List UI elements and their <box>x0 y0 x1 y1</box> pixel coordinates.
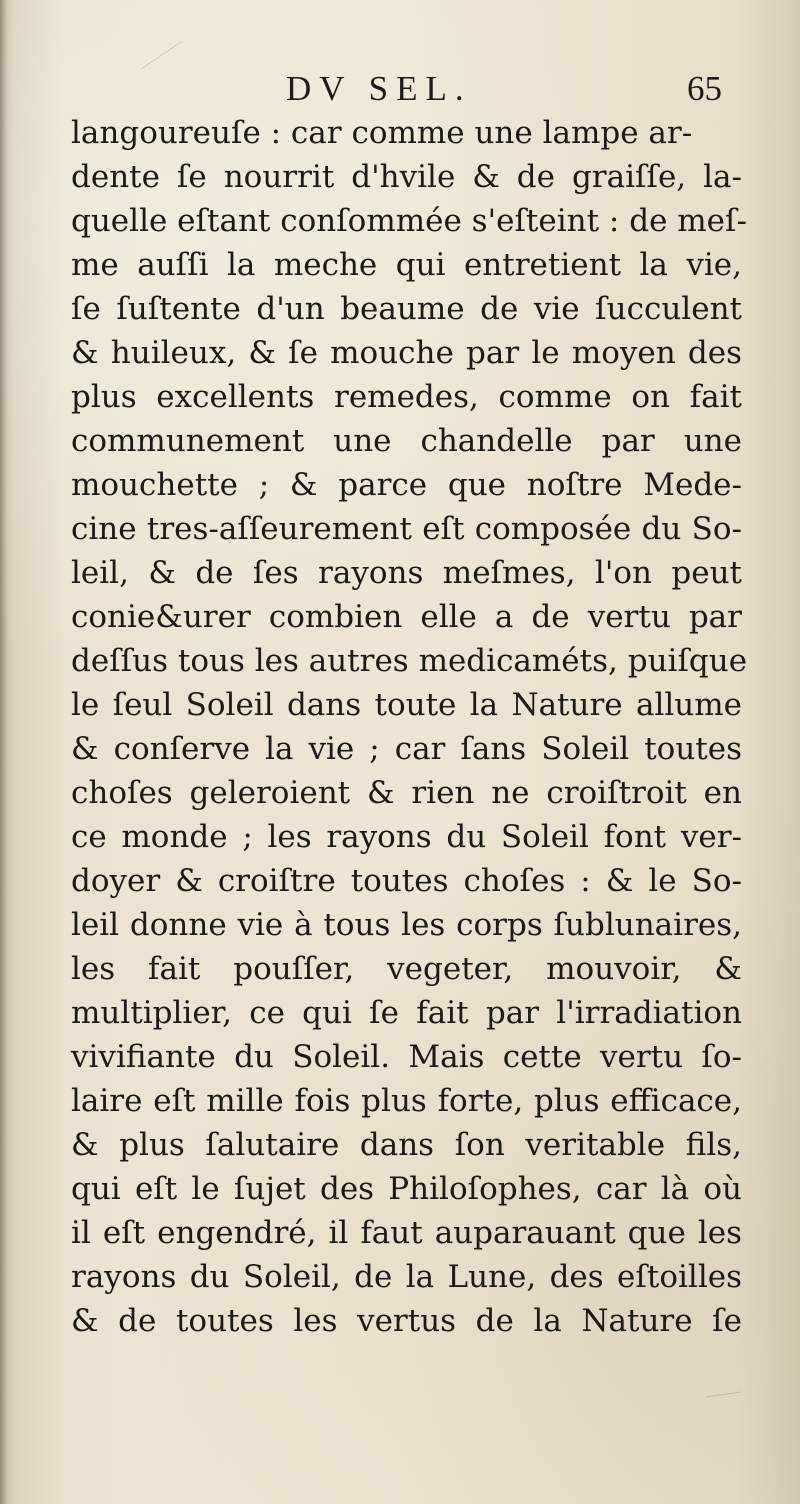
text-line: laire eſt mille fois plus forte, plus efficace, <box>71 1083 742 1119</box>
text-line: & conſerve la vie ; car ſans Soleil toutes <box>71 731 742 767</box>
text-line: ſe ſuſtente d'un beaume de vie ſucculent <box>71 291 742 327</box>
text-line: dente ſe nourrit d'hvile & de graiſſe, la- <box>71 159 742 195</box>
text-line: quelle eſtant conſommée s'eſteint : de meſ- <box>71 203 747 239</box>
text-line: il eſt engendré, il faut auparauant que les <box>71 1215 742 1251</box>
text-line: vivifiante du Soleil. Mais cette vertu ſo- <box>71 1039 742 1075</box>
text-line: ce monde ; les rayons du Soleil font ver- <box>71 819 742 855</box>
text-line: conie&urer combien elle a de vertu par <box>71 599 742 635</box>
text-line: me auſſi la meche qui entretient la vie, <box>71 247 742 283</box>
text-line: le ſeul Soleil dans toute la Nature allume <box>71 687 742 723</box>
text-line: leil, & de ſes rayons meſmes, l'on peut <box>71 555 742 591</box>
text-line: & de toutes les vertus de la Nature ſe <box>71 1303 742 1339</box>
page-header <box>0 64 800 114</box>
text-line: choſes geleroient & rien ne croiſtroit en <box>71 775 742 811</box>
running-title: DV SEL. <box>286 69 472 108</box>
text-line: communement une chandelle par une <box>71 423 742 459</box>
text-line: langoureuſe : car comme une lampe ar- <box>71 115 693 151</box>
text-line: cine tres-aſſeurement eſt composée du So- <box>71 511 742 547</box>
text-line: deſſus tous les autres medicaméts, puiſque <box>71 643 748 679</box>
text-line: multiplier, ce qui ſe fait par l'irradiation <box>71 995 742 1031</box>
text-line: les fait pouſſer, vegeter, mouvoir, & <box>71 951 742 987</box>
text-line: mouchette ; & parce que noſtre Mede- <box>71 467 742 503</box>
text-line: plus excellents remedes, comme on fait <box>71 379 742 415</box>
text-line: & plus ſalutaire dans ſon veritable fils, <box>71 1127 742 1163</box>
text-line: & huileux, & ſe mouche par le moyen des <box>71 335 742 371</box>
text-line: leil donne vie à tous les corps ſublunaires, <box>71 907 742 943</box>
text-line: rayons du Soleil, de la Lune, des eſtoilles <box>71 1259 742 1295</box>
text-line: qui eſt le ſujet des Philoſophes, car là où <box>71 1171 742 1207</box>
text-line: doyer & croiſtre toutes choſes : & le So- <box>71 863 742 899</box>
page-shadow <box>0 0 14 1504</box>
page-number: 65 <box>687 69 722 108</box>
paper-mark <box>705 1391 741 1397</box>
body-text <box>71 111 748 1343</box>
